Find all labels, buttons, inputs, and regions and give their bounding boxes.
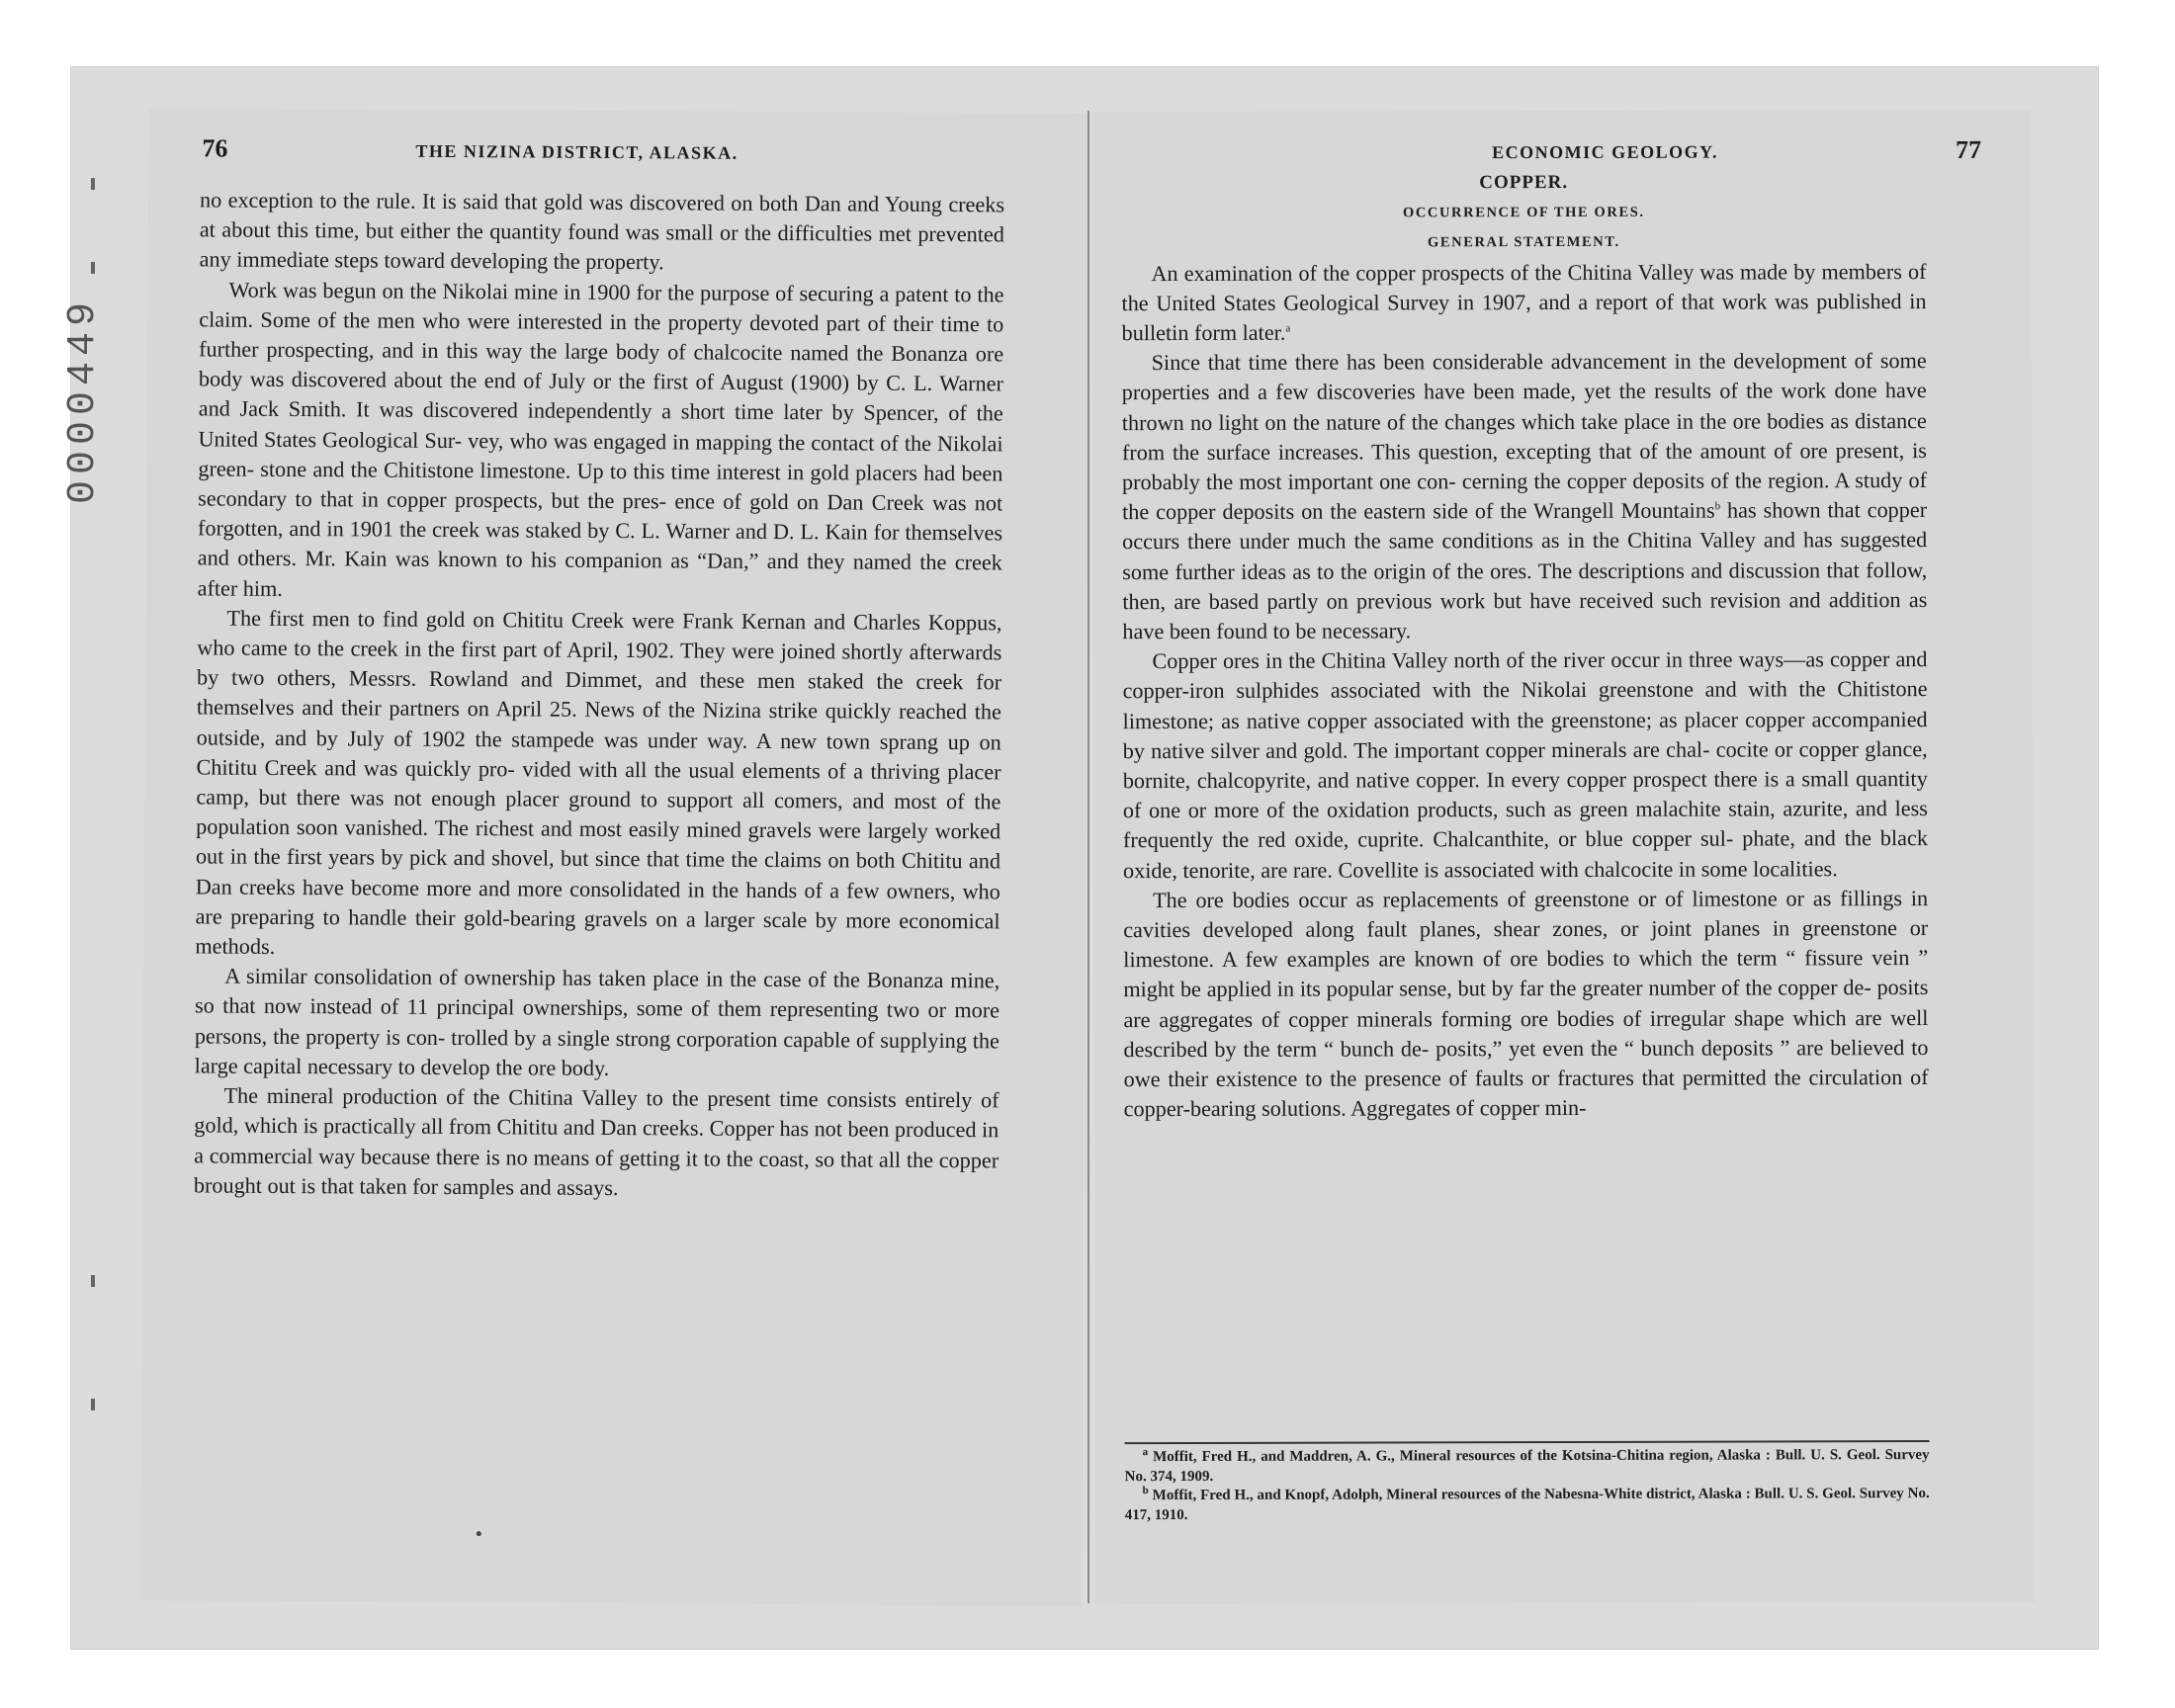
paragraph <box>1122 346 1928 646</box>
margin-mark <box>91 1399 95 1410</box>
paragraph: no exception to the rule. It is said that gold was discovered on both Dan and Young creeks at about this time, but either the quantity found was small or the difficulties met prevented any immediate steps toward developing the property. <box>199 187 1005 275</box>
paragraph: The first men to find gold on Chititu Creek were Frank Kernan and Charles Koppus, who came to the creek in the first part of April, 1902. They were joined shortly afterwards by two others, Messrs. Rowland and Dimmet, and these men staked the creek for themselves and their partners on April 25. News of the Nizina strike quickly reached the outside, and by July of 1902 the stampede was under way. A new town sprang up on Chititu Creek and was quickly pro- vided with all the usual elements of a thriving placer camp, but there was not enough placer ground to support all comers, and most of the population soon vanished. The richest and most easily mined gravels were largely worked out in the first years by pick and shovel, but since that time the claims on both Chititu and Dan creeks have become more and more consolidated in the hands of a few owners, who are preparing to handle their gold-bearing gravels on a larger scale by more economical methods. <box>195 605 1002 959</box>
ink-speck <box>477 1531 481 1536</box>
subsection-heading: OCCURRENCE OF THE ORES. <box>1402 204 1645 221</box>
subsubsection-heading: GENERAL STATEMENT. <box>1427 234 1620 251</box>
paragraph-text: Since that time there has been considerable advancement in the development of some properties and a few discoveries have been made, yet the results of the work done have thrown no light on the nature of the changes which take place in the ore bodies as distance from the surface increases. This question, excepting that of the amount of ore present, is probably the most important one con- cerning the copper deposits of the region. A study of the copper deposits on the eastern side of the Wrangell Mountains <box>1121 348 1928 525</box>
margin-mark <box>91 1275 95 1287</box>
paragraph <box>1121 257 1926 349</box>
paragraph-text: An examination of the copper prospects of the Chitina Valley was made by members of the United States Geological Survey in 1907, and a report of that work was published in bulletin form later. <box>1121 258 1927 346</box>
footnote-mark: a <box>1142 1446 1149 1459</box>
page-gutter <box>1088 111 1089 1603</box>
left-running-head <box>188 133 1050 174</box>
right-page <box>1091 110 2035 1604</box>
footnote <box>1125 1446 1930 1487</box>
paragraph-text: has shown that copper occurs there under much the same conditions as in the Chitina Valley and has suggested some further ideas as to the origin of the ores. The descriptions and discussion that follow, then, are based partly on previous work but have received such revision and addition as have been found to be necessary. <box>1122 497 1928 644</box>
right-body <box>1121 167 1929 1125</box>
left-running-title: THE NIZINA DISTRICT, ALASKA. <box>415 140 739 163</box>
footnote <box>1125 1485 1930 1525</box>
left-page-number: 76 <box>202 133 228 163</box>
margin-mark <box>91 262 95 274</box>
paragraph: A similar consolidation of ownership has taken place in the case of the Bonanza mine, so that now instead of 11 principal ownerships, some of them representing two or more persons, the property is con- trolled by a single strong corporation capable of supplying the large capital necessary to develop the ore body. <box>194 963 1000 1080</box>
footnote-ref: b <box>1714 500 1721 513</box>
paragraph: Copper ores in the Chitina Valley north of the river occur in three ways—as copper and copper-iron sulphides associated with the Nikolai greenstone and with the Chitistone limestone; as native copper associated with the greenstone; as placer copper accompanied by native silver and gold. The important copper minerals are chal- cocite or copper glance, bornite, chalcopyrite, and native copper. In every copper prospect there is a small quantity of one or more of the oxidation products, such as green malachite stain, azurite, and less frequently the red oxide, cuprite. Chalcanthite, or blue copper sul- phate, and the black oxide, tenorite, are rare. Covellite is associated with chalcocite in some localities. <box>1122 646 1928 883</box>
footnote-ref: a <box>1285 322 1291 335</box>
left-page <box>139 108 1089 1606</box>
footnote-text: Moffit, Fred H., and Maddren, A. G., Mineral resources of the Kotsina-Chitina region, Alaska : Bull. U. S. Geol. Survey No. 374, 1909. <box>1124 1447 1930 1485</box>
paragraph: Work was begun on the Nikolai mine in 1900 for the purpose of securing a patent to the claim. Some of the men who were interested in the property devoted part of their time to further prospecting, and in this way the large body of chalcocite named the Bonanza ore body was discovered about the end of July or the first of August (1900) by C. L. Warner and Jack Smith. It was discovered independently a short time later by Spencer, of the United States Geological Sur- vey, who was engaged in mapping the contact of the Nikolai green- stone and the Chitistone limestone. Up to this time interest in gold placers had been secondary to that in copper prospects, but the pres- ence of gold on Dan Creek was not forgotten, and in 1901 the creek was staked by C. L. Warner and D. L. Kain for themselves and others. Mr. Kain was known to his companion as “Dan,” and they named the creek after him. <box>197 277 1004 601</box>
right-running-title: ECONOMIC GEOLOGY. <box>1492 141 1719 163</box>
right-page-number: 77 <box>1956 134 1982 164</box>
footnote-mark: b <box>1142 1485 1149 1497</box>
footnote-text: Moffit, Fred H., and Knopf, Adolph, Mineral resources of the Nabesna-White district, Alaska : Bull. U. S. Geol. Survey No. 417, 1910. <box>1124 1486 1930 1523</box>
footnotes <box>1125 1440 1930 1525</box>
margin-mark <box>91 178 95 190</box>
left-body <box>194 185 1004 1205</box>
section-heading: COPPER. <box>1479 171 1569 194</box>
archive-stamp: 0000449 <box>61 297 106 505</box>
paragraph: The mineral production of the Chitina Valley to the present time consists entirely of gold, which is practically all from Chititu and Dan creeks. Copper has not been produced in a commercial way because there is no means of getting it to the coast, so that all the copper brought out is that taken for samples and assays. <box>193 1082 1000 1200</box>
paragraph: The ore bodies occur as replacements of greenstone or of limestone or as fillings in cavities developed along fault planes, shear zones, or joint planes in greenstone or limestone. A few examples are known of ore bodies to which the term “ fissure vein ” might be applied in its popular sense, but by far the greater number of the copper de- posits are aggregates of copper minerals forming ore bodies of irregular shape which are well described by the term “ bunch de- posits,” yet even the “ bunch deposits ” are believed to owe their existence to the presence of faults or fractures that permitted the circulation of copper-bearing solutions. Aggregates of copper min- <box>1123 885 1929 1122</box>
